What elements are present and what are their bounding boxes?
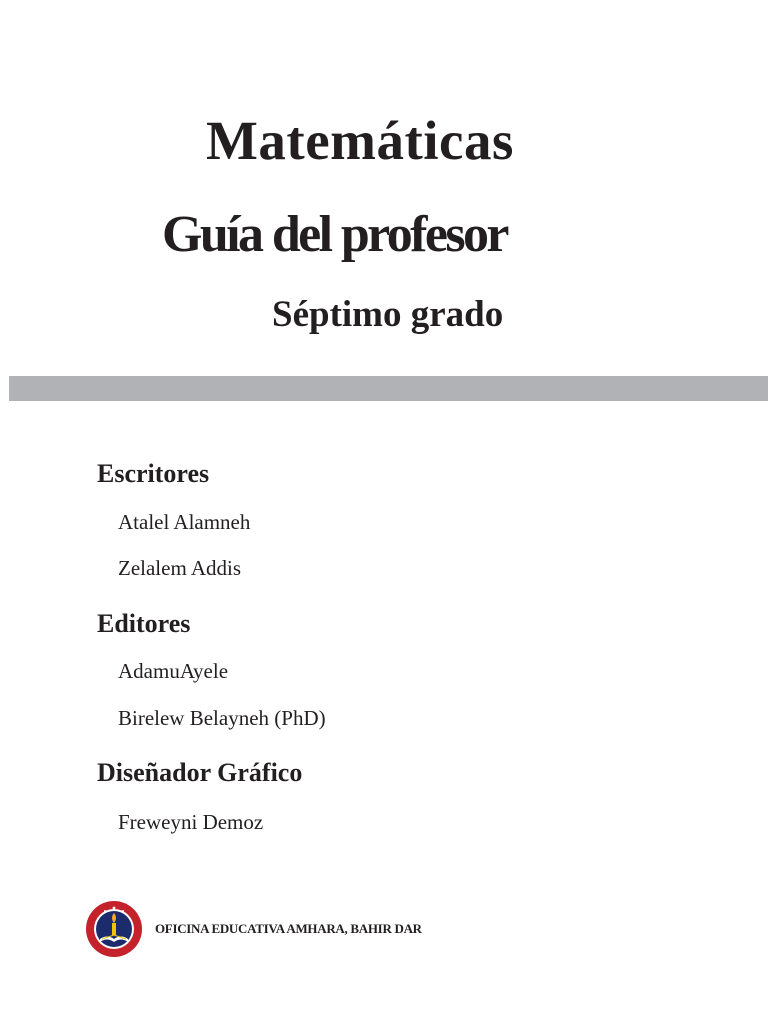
designer-heading: Diseñador Gráfico bbox=[97, 758, 303, 787]
title-main: Matemáticas bbox=[206, 110, 514, 171]
editor-name: Birelew Belayneh (PhD) bbox=[118, 706, 326, 730]
title-grade: Séptimo grado bbox=[272, 294, 504, 335]
amhara-education-bureau-seal-icon bbox=[84, 899, 144, 959]
title-sub: Guía del profesor bbox=[162, 206, 507, 263]
editor-name: AdamuAyele bbox=[118, 659, 229, 683]
publisher-name: OFICINA EDUCATIVA AMHARA, BAHIR DAR bbox=[155, 921, 422, 936]
designer-name: Freweyni Demoz bbox=[118, 810, 264, 834]
editors-heading: Editores bbox=[97, 609, 191, 638]
writer-name: Atalel Alamneh bbox=[118, 510, 251, 534]
writer-name: Zelalem Addis bbox=[118, 556, 242, 580]
writers-heading: Escritores bbox=[97, 459, 210, 488]
divider-bar bbox=[9, 376, 768, 401]
